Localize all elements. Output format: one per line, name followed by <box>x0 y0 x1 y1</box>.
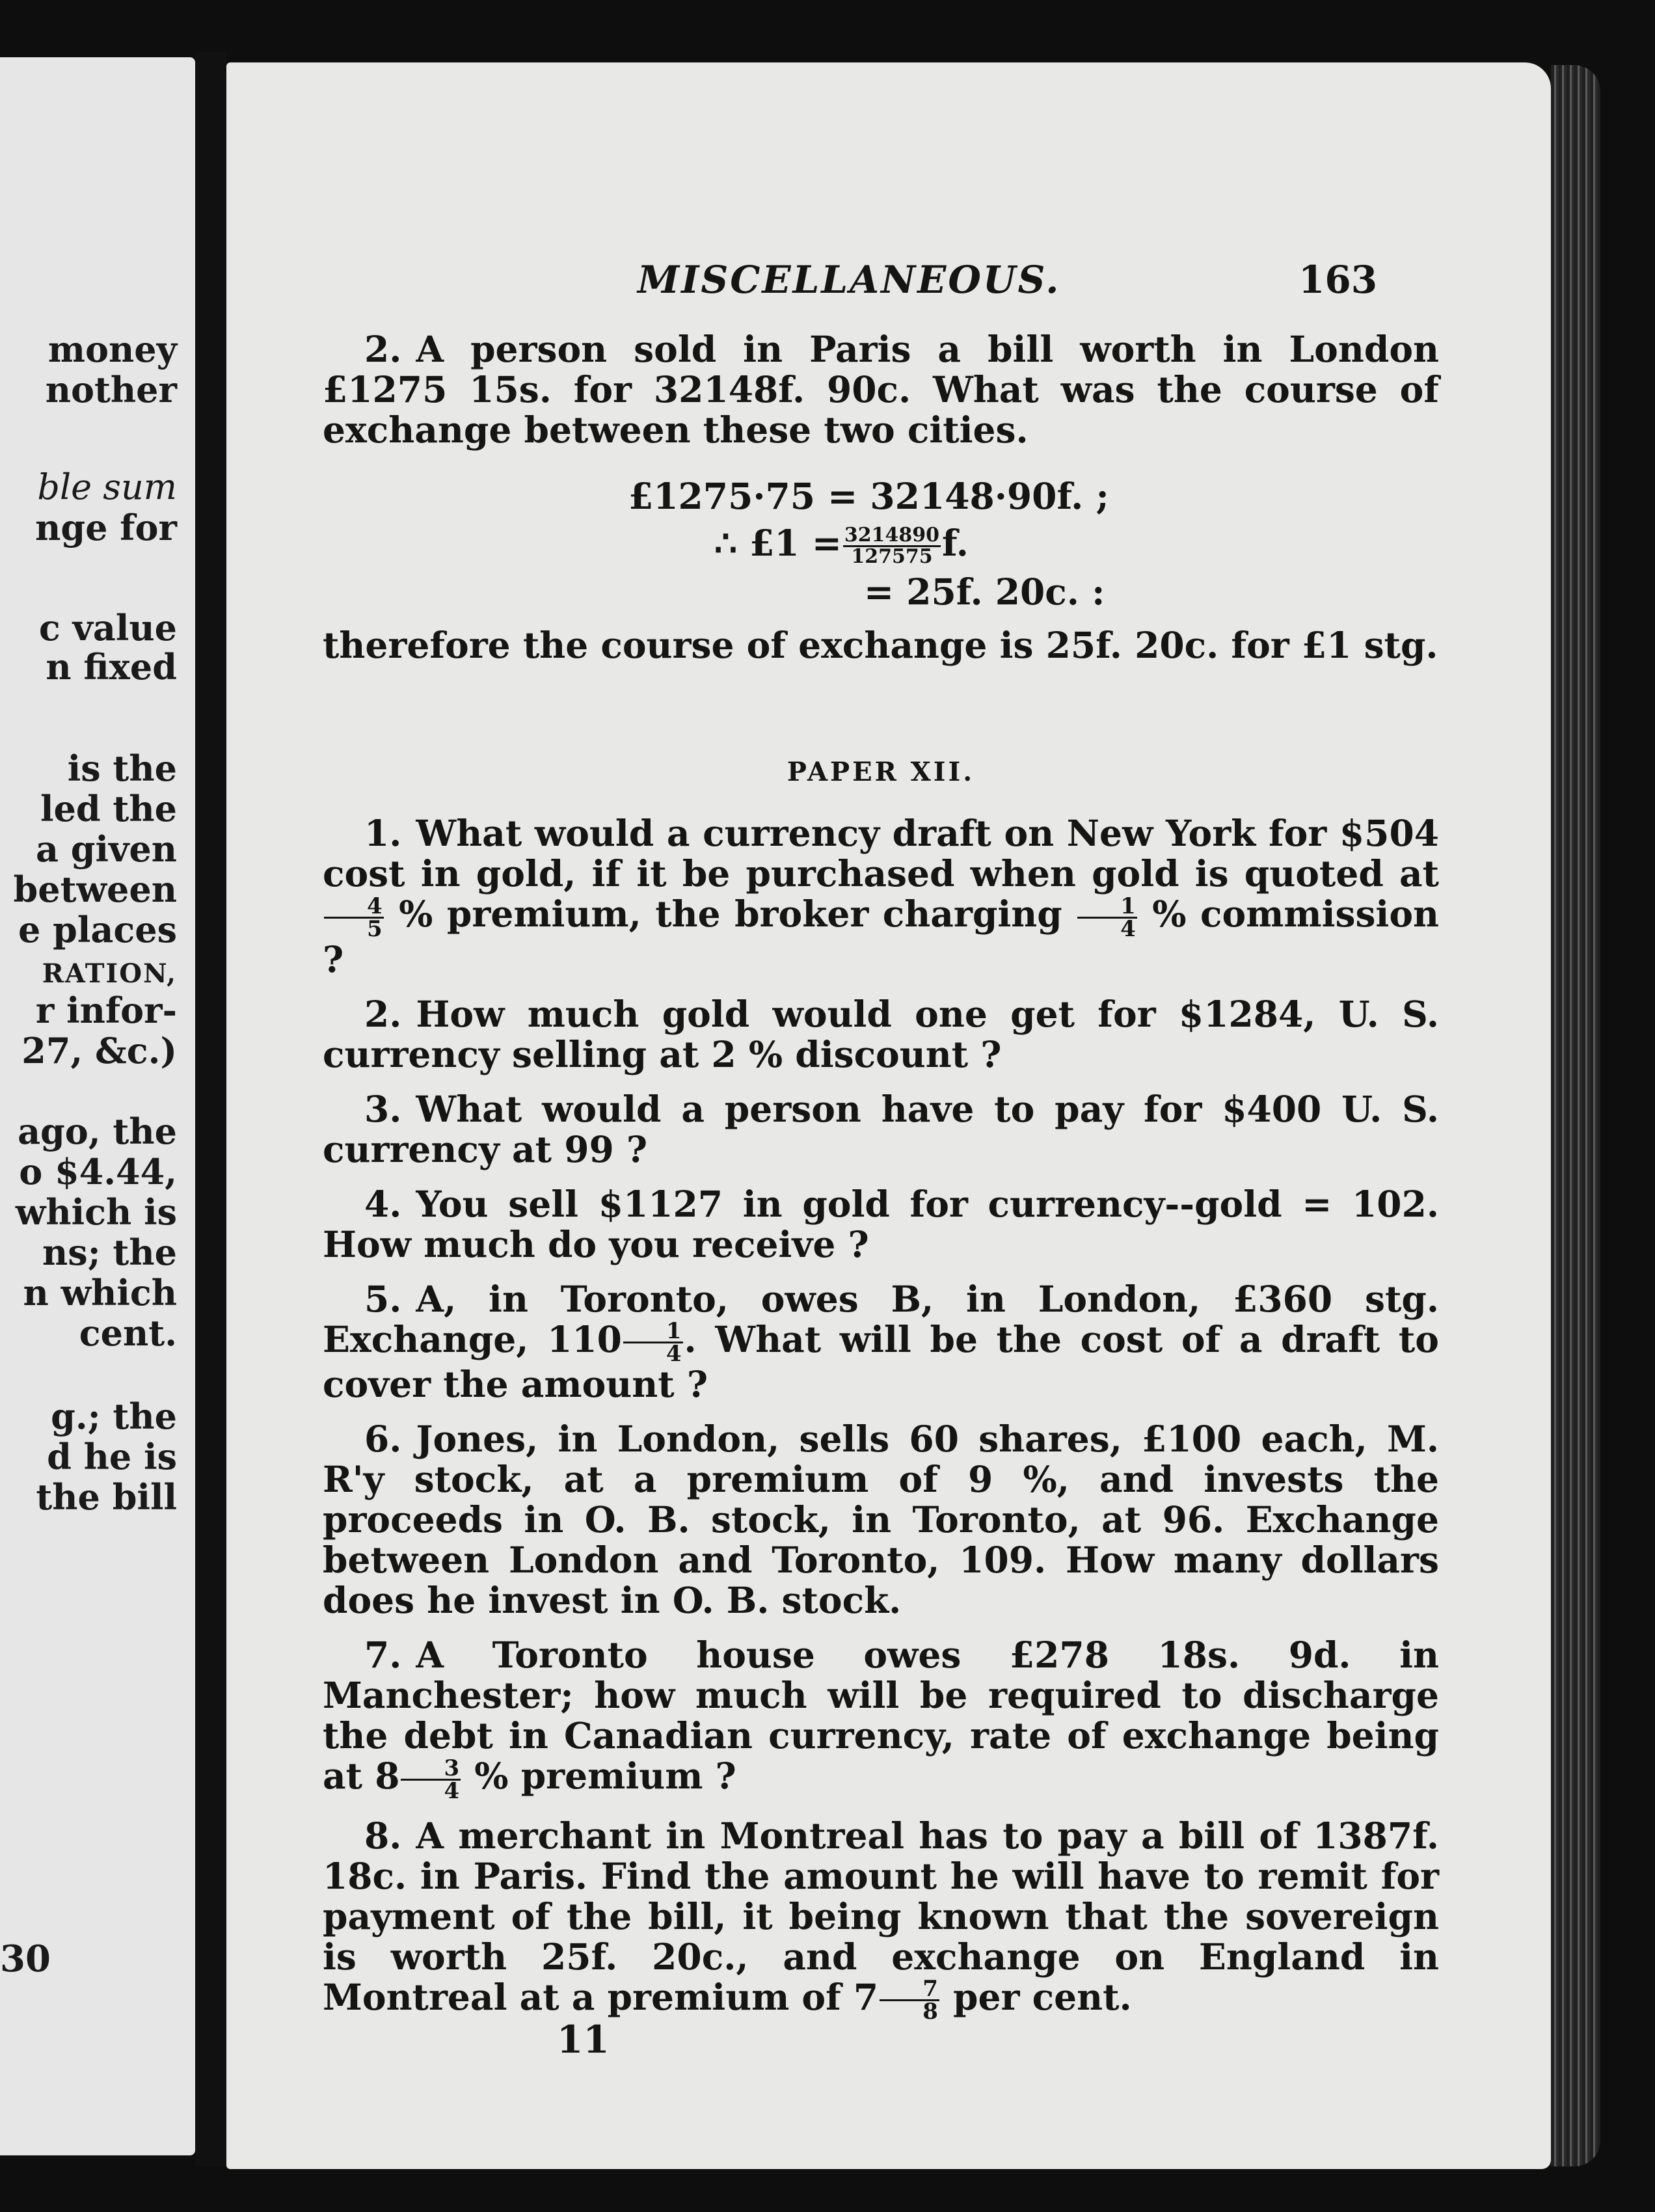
question-text: % premium ? <box>462 1755 736 1798</box>
left-fragment: 27, &c.) <box>21 1030 177 1072</box>
left-fragment: ago, the <box>18 1111 177 1152</box>
working-prefix: ∴ £1 = <box>714 522 842 564</box>
question-number: 2. <box>364 992 402 1035</box>
question-text: A person sold in Paris a bill worth in London £1275 15s. for 32148f. 90c. What was the course of exchange between these two cities. <box>323 328 1439 451</box>
right-page <box>226 62 1551 2169</box>
left-fragment: is the <box>67 748 177 789</box>
question-text: You sell $1127 in gold for currency--gold = 102. How much do you receive ? <box>323 1182 1439 1265</box>
question-2-previous <box>323 329 1439 450</box>
question-6 <box>323 1419 1439 1621</box>
left-fragment: a given <box>35 828 177 870</box>
question-text: What would a person have to pay for $400 U. S. currency at 99 ? <box>323 1087 1439 1170</box>
fraction <box>401 1755 461 1804</box>
left-fragment: which is <box>15 1191 177 1233</box>
left-fragment: ble sum <box>37 466 177 507</box>
fraction-denominator: 4 <box>1120 915 1136 942</box>
left-fragment: money <box>47 329 177 370</box>
working-suffix: f. <box>942 522 969 564</box>
left-fragment: cent. <box>79 1312 177 1354</box>
question-4 <box>323 1184 1439 1265</box>
question-text: % commission ? <box>323 893 1439 980</box>
fraction <box>324 893 384 942</box>
fraction <box>1077 893 1137 942</box>
fraction-numerator: 7 <box>880 1978 939 2001</box>
fraction-denominator: 4 <box>666 1341 682 1368</box>
left-fragment: g.; the <box>51 1396 177 1437</box>
question-number: 3. <box>364 1087 402 1130</box>
page-edge <box>1551 65 1600 2166</box>
question-1 <box>323 813 1439 979</box>
left-fragment: d he is <box>47 1436 177 1477</box>
left-page <box>0 57 195 2155</box>
left-fragment: c value <box>38 607 177 649</box>
question-5 <box>323 1279 1439 1405</box>
page-content <box>323 329 1439 2036</box>
question-number: 2. <box>364 328 402 370</box>
fraction-denominator: 127575 <box>851 545 933 569</box>
left-fragment: n which <box>23 1272 177 1314</box>
question-2 <box>323 994 1439 1075</box>
conclusion: therefore the course of exchange is 25f. 20c. for £1 stg. <box>323 624 1438 667</box>
fraction-numerator: 1 <box>623 1321 683 1343</box>
question-text: % premium, the broker charging <box>384 893 1077 936</box>
fraction-numerator: 4 <box>324 896 384 919</box>
working-line-1: £1275·75 = 32148·90f. ; <box>628 475 1109 517</box>
question-text: A merchant in Montreal has to pay a bill of 1387f. 18c. in Paris. Find the amount he will have to remit for payment of the bill, it being known that the sovereign is worth 25f. 20c., and exchange on England in Montreal at a premium of 7 <box>323 1814 1439 2018</box>
fraction <box>880 1975 939 2025</box>
signature-mark: 11 <box>557 2017 610 2062</box>
question-text: per cent. <box>940 1975 1132 2018</box>
question-text: . What will be the cost of a draft to cover the amount ? <box>323 1317 1439 1406</box>
question-text: What would a currency draft on New York for $504 cost in gold, if it be purchased when gold is quoted at <box>323 812 1439 895</box>
question-number: 7. <box>364 1634 402 1677</box>
question-7 <box>323 1634 1439 1804</box>
working-line-3: = 25f. 20c. : <box>864 571 1105 614</box>
question-3 <box>323 1089 1439 1170</box>
left-fragment: e places <box>18 909 177 951</box>
fraction <box>623 1318 683 1368</box>
running-head-title: MISCELLANEOUS. <box>638 258 1061 302</box>
question-number: 6. <box>364 1418 402 1461</box>
fraction-denominator: 4 <box>444 1777 460 1804</box>
left-fragment: n fixed <box>46 646 177 688</box>
fraction-numerator: 1 <box>1077 896 1137 919</box>
question-number: 5. <box>364 1277 402 1320</box>
paper-title: PAPER XII. <box>787 757 975 788</box>
left-fragment: nge for <box>35 507 177 548</box>
left-page-number: 30 <box>0 1937 51 1980</box>
question-text: A Toronto house owes £278 18s. 9d. in Manchester; how much will be required to discharge the debt in Canadian currency, rate of exchange being at 8 <box>323 1634 1439 1798</box>
fraction-numerator: 3214890 <box>844 524 940 547</box>
book-gutter <box>195 52 226 2166</box>
fraction-denominator: 5 <box>367 915 383 942</box>
question-text: How much gold would one get for $1284, U. S. currency selling at 2 % discount ? <box>323 992 1439 1075</box>
left-fragment: o $4.44, <box>19 1151 177 1193</box>
left-fragment: nother <box>45 369 177 411</box>
question-8 <box>323 1814 1439 2025</box>
question-text: Jones, in London, sells 60 shares, £100 each, M. R'y stock, at a premium of 9 %, and invests the proceeds in O. B. stock, in Toronto, at 96. Exchange between London and Toronto, 109. How many dollars does he invest in O. B. stock. <box>323 1418 1439 1622</box>
running-head <box>226 258 1551 310</box>
fraction-denominator: 8 <box>922 1998 938 2025</box>
question-number: 4. <box>364 1182 402 1225</box>
left-fragment: between <box>13 869 177 910</box>
left-fragment: RATION, <box>42 958 177 989</box>
working-fraction <box>843 526 941 567</box>
left-fragment: r infor- <box>35 990 177 1031</box>
fraction-numerator: 3 <box>401 1758 461 1781</box>
left-fragment: the bill <box>36 1476 177 1518</box>
working-line-2 <box>714 522 1439 567</box>
left-fragment: ns; the <box>42 1232 177 1273</box>
page-number: 163 <box>1298 258 1378 302</box>
question-number: 8. <box>364 1814 402 1857</box>
question-number: 1. <box>364 812 402 855</box>
left-fragment: led the <box>40 788 177 830</box>
question-text: A, in Toronto, owes B, in London, £360 stg. Exchange, 110 <box>323 1277 1439 1360</box>
